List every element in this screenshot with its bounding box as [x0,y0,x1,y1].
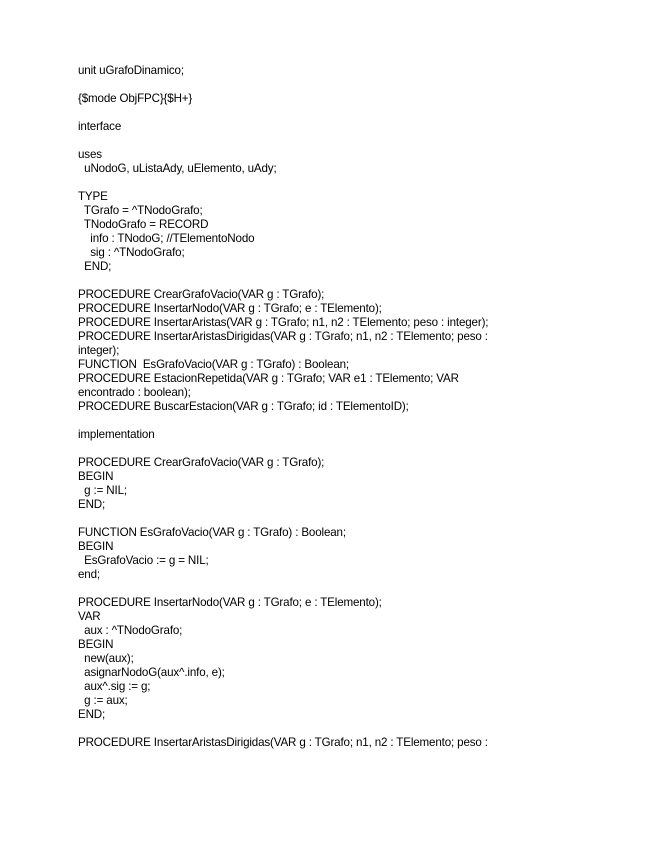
code-line: EsGrafoVacio := g = NIL; [78,554,209,567]
code-line: FUNCTION EsGrafoVacio(VAR g : TGrafo) : Boolean; [78,358,349,371]
code-line: BEGIN [78,540,114,553]
code-line: integer); [78,344,120,357]
code-line: {$mode ObjFPC}{$H+} [78,92,193,105]
code-line: PROCEDURE EstacionRepetida(VAR g : TGrafo; VAR e1 : TElemento; VAR [78,372,459,385]
code-line: PROCEDURE InsertarNodo(VAR g : TGrafo; e : TElemento); [78,302,382,315]
code-line: TNodoGrafo = RECORD [78,218,209,231]
code-line: PROCEDURE InsertarAristas(VAR g : TGrafo; n1, n2 : TElemento; peso : integer); [78,316,489,329]
code-line: implementation [78,428,155,441]
code-line: new(aux); [78,652,134,665]
blank-line [78,442,578,456]
code-line: g := NIL; [78,484,127,497]
code-line: g := aux; [78,694,128,707]
code-line: end; [78,568,100,581]
code-line: aux : ^TNodoGrafo; [78,624,183,637]
blank-line [78,106,578,120]
code-line: BEGIN [78,638,114,651]
code-line: BEGIN [78,470,114,483]
code-line: VAR [78,610,101,623]
blank-line [78,722,578,736]
code-line: unit uGrafoDinamico; [78,64,184,77]
code-line: asignarNodoG(aux^.info, e); [78,666,225,679]
code-line: PROCEDURE CrearGrafoVacio(VAR g : TGrafo); [78,288,325,301]
blank-line [78,582,578,596]
code-line: uNodoG, uListaAdy, uElemento, uAdy; [78,162,277,175]
code-line: TGrafo = ^TNodoGrafo; [78,204,203,217]
code-line: PROCEDURE CrearGrafoVacio(VAR g : TGrafo); [78,456,325,469]
code-line: info : TNodoG; //TElementoNodo [78,232,255,245]
code-line: PROCEDURE InsertarNodo(VAR g : TGrafo; e : TElemento); [78,596,382,609]
blank-line [78,512,578,526]
code-line: PROCEDURE BuscarEstacion(VAR g : TGrafo; id : TElementoID); [78,400,409,413]
code-line: END; [78,260,112,273]
code-line: END; [78,498,106,511]
blank-line [78,134,578,148]
blank-line [78,414,578,428]
code-listing [78,64,578,750]
code-line: FUNCTION EsGrafoVacio(VAR g : TGrafo) : Boolean; [78,526,346,539]
code-line: PROCEDURE InsertarAristasDirigidas(VAR g : TGrafo; n1, n2 : TElemento; peso : [78,736,488,749]
code-line: PROCEDURE InsertarAristasDirigidas(VAR g : TGrafo; n1, n2 : TElemento; peso : [78,330,488,343]
blank-line [78,274,578,288]
code-line: END; [78,708,106,721]
code-line: uses [78,148,102,161]
code-line: sig : ^TNodoGrafo; [78,246,185,259]
code-line: aux^.sig := g; [78,680,151,693]
blank-line [78,78,578,92]
code-line: TYPE [78,190,108,203]
code-line: interface [78,120,122,133]
blank-line [78,176,578,190]
code-line: encontrado : boolean); [78,386,191,399]
